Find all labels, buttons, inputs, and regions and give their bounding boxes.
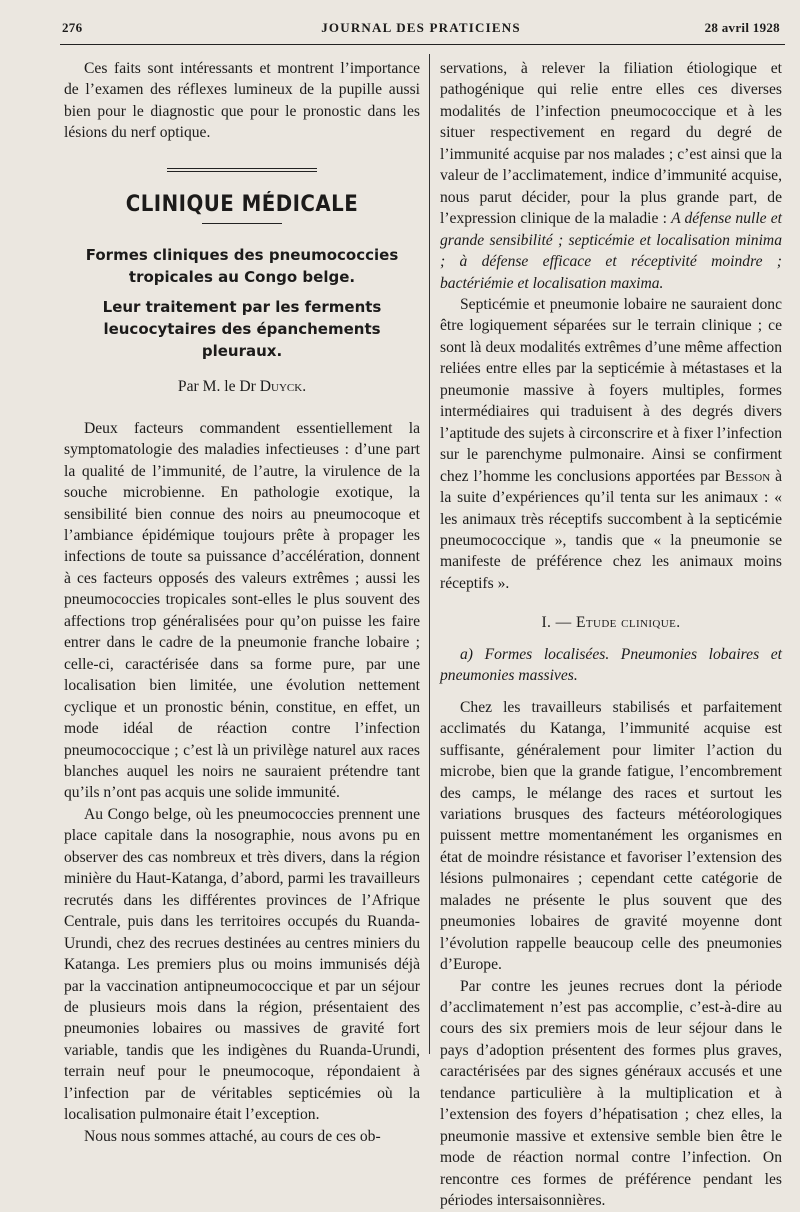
paragraph-text: servations, à relever la filiation étiologique et pathogénique qui relie entre elles ces diverses modalités de l’infection pneumococcique et à les situer respectivement en regard du degré de l’immunité acquise par nos malades ; c’est ainsi que la valeur de l’acclimatement, indice d’immunité acquise, nous parut décider, pour la plus grande part, de l’expression clinique de la maladie : bbox=[440, 60, 782, 228]
body-paragraph bbox=[440, 294, 782, 594]
sub-heading bbox=[440, 612, 782, 633]
paragraph-text: à la suite d’expériences qu’il tenta sur les animaux : « les animaux très réceptifs succombent à la septicémie pneumococcique », tandis que « la pneumonie se manifeste de préférence chez les animaux moins réceptifs ». bbox=[440, 467, 782, 592]
body-paragraph: Chez les travailleurs stabilisés et parfaitement acclimatés du Katanga, l’immunité acquise est suffisante, généralement pour limiter l’action du microbe, bien que la grande fatigue, l’encombrement des camps, le mélange des races et surtout les variations brusques des facteurs météorologiques puissent mettre momentanément les organismes en état de moindre résistance et favoriser l’extension des lésions pulmonaires ; cependant cette catégorie de malades ne présente le plus souvent que des pneumonies lobaires de gravité moyenne dont l’évolution rappelle beaucoup celle des pneumonies d’Europe. bbox=[440, 698, 782, 974]
short-rule bbox=[202, 223, 282, 224]
running-head bbox=[62, 20, 780, 42]
intro-paragraph: Ces faits sont intéressants et montrent l’importance de l’examen des réflexes lumineux de la pupille aussi bien pour le diagnostic que pour le pronostic dans les lésions du nerf optique. bbox=[64, 60, 420, 142]
journal-title: JOURNAL DES PRATICIENS bbox=[321, 20, 521, 35]
paragraph-text: Septicémie et pneumonie lobaire ne sauraient donc être logiquement séparées sur le terrain clinique ; ce sont là deux modalités extrêmes d’une même affection reliées entre elles par la septicémie à métastases et la pneumonie massive à foyers multiples, formes intermédiaires qui traduisent à des degrés divers l’aptitude des sujets à circonscrire et à fixer l’infection sur le parenchyme pulmonaire. Ainsi se confirment chez l’homme les conclusions apportées par bbox=[440, 295, 782, 485]
section-title: CLINIQUE MÉDICALE bbox=[125, 191, 359, 217]
body-paragraph: Deux facteurs commandent essentiellement la symptomatologie des maladies infectieuses : d’une part la qualité de l’immunité, de l’autre, la virulence de la souche microbienne. En pathologie exotique, la sensibilité bien connue des noirs au pneumocoque et l’ambiance épidémique toujours prête à propager les infections de toute sa puissance d’accélération, donnent à ces facteurs opposés des valeurs extrêmes ; aussi les pneumococcies tropicales sont-elles le plus souvent des affections trop généralisées pour qu’on puisse les faire entrer dans le cadre de la pneumonie franche lobaire ; celle-ci, caractérisée dans sa forme pure, par une localisation bien limitée, une évolution nettement cyclique et un pronostic bénin, constitue, en effet, un mode idéal de réaction contre l’infection pneumococcique ; c’est là un privilège naturel aux races blanches auquel les noirs ne sauraient prétendre tant qu’ils n’ont pas acquis une solide immunité. bbox=[64, 419, 420, 802]
continued-paragraph bbox=[440, 58, 782, 294]
italic-subheading bbox=[440, 644, 782, 687]
sub-heading-text: Etude clinique. bbox=[575, 614, 681, 632]
page-number: 276 bbox=[62, 20, 83, 35]
body-paragraph: Au Congo belge, où les pneumococcies prennent une place capitale dans la nosographie, nous avons pu en observer des cas nombreux et très divers, dans la région minière du Haut-Katanga, d’abord, parmi les travailleurs recrutés dans les différentes provinces de l’Afrique Centrale, puis dans les territoires occupés du Ruanda-Urundi, chez des recrues destinées au centres miniers du Katanga. Les premiers plus ou moins immunisés déjà par la vaccination antipneumococcique et par un séjour de plusieurs mois dans la région, présentaient des pneumonies lobaires ou massives de gravité fort variable, tandis que les indigènes du Ruanda-Urundi, terrain neuf pour le pneumocoque, répondaient à l’infection par de véritables septicémies où la localisation pulmonaire était l’exception. bbox=[64, 805, 420, 1124]
article-title: Formes cliniques des pneumococcies tropicales au Congo belge. bbox=[85, 246, 399, 287]
cited-author: Besson bbox=[724, 467, 771, 485]
column-divider bbox=[429, 54, 430, 1054]
subheading-letter: a) bbox=[460, 645, 473, 663]
body-paragraph: Par contre les jeunes recrues dont la période d’acclimatement n’est pas accomplie, c’est-à-dire au cours des six premiers mois de leur séjour dans le pays d’adoption présentent des formes plus graves, caractérisées par des signes généraux accusés et une tendance particulière à la multiplication et à l’extension des foyers d’hépatisation ; chez elles, la pneumonie massive et extensive semble bien être le mode de réaction normal contre l’infection. On rencontre ces formes de préférence pendant les périodes intersaisonnières. bbox=[440, 977, 782, 1210]
header-rule bbox=[60, 44, 785, 45]
italic-conclusion: A défense nulle et grande sensibilité ; septicémie et localisation minima ; à défense efficace et réceptivité moindre ; bactériémie et localisation maxima. bbox=[440, 210, 782, 292]
article-subtitle: Leur traitement par les ferments leucocytaires des épanchements pleuraux. bbox=[102, 298, 382, 361]
issue-date: 28 avril 1928 bbox=[704, 20, 780, 35]
body-paragraph: Nous nous sommes attaché, au cours de ces ob- bbox=[84, 1127, 381, 1145]
byline bbox=[64, 376, 420, 397]
left-column bbox=[64, 58, 420, 1147]
sub-heading-number: I. — bbox=[541, 614, 576, 632]
double-rule-separator bbox=[167, 168, 317, 174]
byline-prefix: Par M. le Dr bbox=[177, 378, 256, 396]
byline-author: Duyck. bbox=[259, 378, 307, 396]
right-column bbox=[440, 58, 782, 1212]
subheading-text: Formes localisées. Pneumonies lobaires et pneumonies massives. bbox=[440, 645, 782, 685]
